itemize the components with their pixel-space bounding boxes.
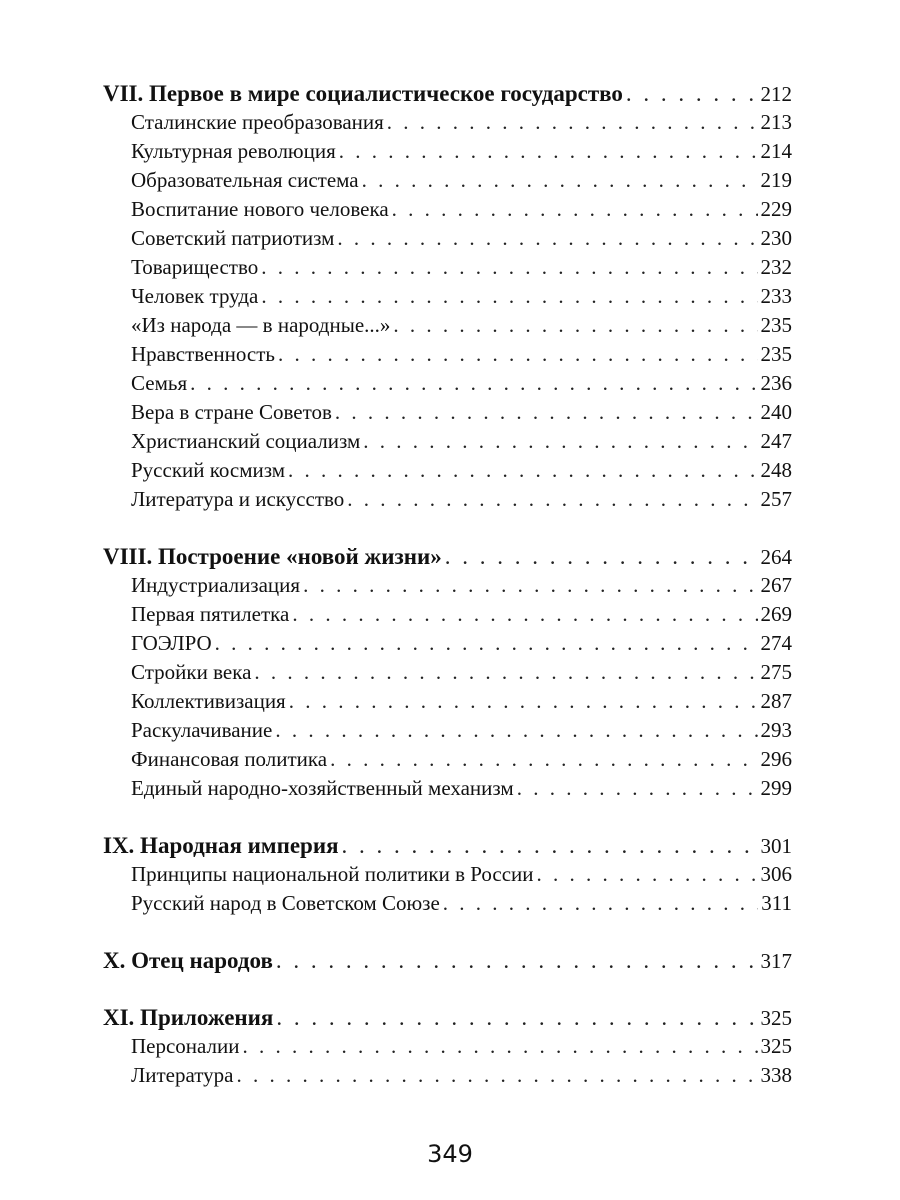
dot-leader <box>261 253 757 282</box>
entry-page: 229 <box>760 197 792 221</box>
entry-title: Раскулачивание <box>131 718 273 742</box>
dot-leader <box>335 398 758 427</box>
dot-leader <box>236 1061 757 1090</box>
dot-leader <box>276 1003 757 1032</box>
toc-entry <box>103 282 792 311</box>
entry-page: 236 <box>760 371 792 395</box>
table-of-contents <box>103 79 792 1118</box>
entry-page: 247 <box>760 429 792 453</box>
entry-page: 267 <box>760 573 792 597</box>
chapter-heading <box>103 79 792 108</box>
entry-page: 287 <box>760 689 792 713</box>
chapter-page: 264 <box>760 545 792 569</box>
toc-entry <box>103 687 792 716</box>
dot-leader <box>292 600 757 629</box>
dot-leader <box>337 224 757 253</box>
entry-title: Воспитание нового человека <box>131 197 389 221</box>
toc-entry <box>103 253 792 282</box>
dot-leader <box>626 79 758 108</box>
entry-page: 233 <box>760 284 792 308</box>
dot-leader <box>215 629 758 658</box>
dot-leader <box>342 831 758 860</box>
toc-entry <box>103 369 792 398</box>
entry-title: Христианский социализм <box>131 429 361 453</box>
toc-entry <box>103 571 792 600</box>
entry-title: Человек труда <box>131 284 259 308</box>
dot-leader <box>303 571 757 600</box>
toc-section-vii <box>103 79 792 514</box>
dot-leader <box>537 860 758 889</box>
entry-title: Сталинские преобразования <box>131 110 384 134</box>
toc-entry <box>103 108 792 137</box>
toc-entry <box>103 340 792 369</box>
entry-page: 232 <box>760 255 792 279</box>
dot-leader <box>387 108 758 137</box>
toc-entry <box>103 195 792 224</box>
chapter-title: XI. Приложения <box>103 1005 274 1030</box>
dot-leader <box>275 716 757 745</box>
entry-title: Стройки века <box>131 660 252 684</box>
entry-page: 269 <box>760 602 792 626</box>
entry-page: 235 <box>760 342 792 366</box>
page-number: 349 <box>427 1140 473 1168</box>
entry-title: Литература <box>131 1063 234 1087</box>
chapter-heading <box>103 946 792 975</box>
entry-title: Единый народно-хозяйственный механизм <box>131 776 514 800</box>
dot-leader <box>339 137 758 166</box>
chapter-title: X. Отец народов <box>103 948 273 973</box>
dot-leader <box>254 658 757 687</box>
toc-section-x <box>103 946 792 975</box>
entry-title: Культурная революция <box>131 139 336 163</box>
entry-title: Принципы национальной политики в России <box>131 862 534 886</box>
toc-entry <box>103 427 792 456</box>
toc-entry <box>103 137 792 166</box>
entry-title: Советский патриотизм <box>131 226 335 250</box>
toc-entry <box>103 629 792 658</box>
toc-entry <box>103 1032 792 1061</box>
entry-title: Коллективизация <box>131 689 286 713</box>
entry-title: Русский народ в Советском Союзе <box>131 891 440 915</box>
toc-entry <box>103 1061 792 1090</box>
entry-page: 257 <box>760 487 792 511</box>
entry-page: 299 <box>760 776 792 800</box>
toc-entry <box>103 745 792 774</box>
toc-entry <box>103 889 792 918</box>
chapter-title: VII. Первое в мире социалистическое государство <box>103 81 623 106</box>
dot-leader <box>276 946 758 975</box>
dot-leader <box>363 427 757 456</box>
chapter-heading <box>103 1003 792 1032</box>
entry-title: Литература и искусство <box>131 487 345 511</box>
chapter-page: 301 <box>760 834 792 858</box>
dot-leader <box>288 456 757 485</box>
chapter-heading <box>103 542 792 571</box>
toc-entry <box>103 456 792 485</box>
dot-leader <box>393 311 757 340</box>
dot-leader <box>445 542 758 571</box>
chapter-heading <box>103 831 792 860</box>
toc-entry <box>103 600 792 629</box>
toc-entry <box>103 311 792 340</box>
toc-entry <box>103 716 792 745</box>
toc-entry <box>103 485 792 514</box>
dot-leader <box>362 166 758 195</box>
dot-leader <box>517 774 758 803</box>
toc-entry <box>103 860 792 889</box>
entry-title: Нравственность <box>131 342 275 366</box>
entry-page: 219 <box>760 168 792 192</box>
chapter-title: IX. Народная империя <box>103 833 339 858</box>
toc-entry <box>103 166 792 195</box>
entry-title: Индустриализация <box>131 573 301 597</box>
entry-title: Первая пятилетка <box>131 602 290 626</box>
dot-leader <box>243 1032 758 1061</box>
entry-page: 235 <box>760 313 792 337</box>
dot-leader <box>347 485 757 514</box>
entry-title: Русский космизм <box>131 458 286 482</box>
dot-leader <box>443 889 759 918</box>
toc-section-viii <box>103 542 792 803</box>
dot-leader <box>330 745 757 774</box>
entry-title: Финансовая политика <box>131 747 328 771</box>
entry-title: Персоналии <box>131 1034 240 1058</box>
chapter-page: 212 <box>760 82 792 106</box>
toc-section-ix <box>103 831 792 918</box>
entry-page: 214 <box>760 139 792 163</box>
toc-entry <box>103 224 792 253</box>
entry-page: 274 <box>760 631 792 655</box>
entry-title: Товарищество <box>131 255 259 279</box>
entry-page: 296 <box>760 747 792 771</box>
dot-leader <box>261 282 757 311</box>
entry-page: 248 <box>760 458 792 482</box>
dot-leader <box>190 369 757 398</box>
entry-title: ГОЭЛРО <box>131 631 212 655</box>
chapter-page: 325 <box>760 1006 792 1030</box>
toc-entry <box>103 398 792 427</box>
toc-entry <box>103 774 792 803</box>
entry-page: 275 <box>760 660 792 684</box>
toc-entry <box>103 658 792 687</box>
entry-title: Вера в стране Советов <box>131 400 332 424</box>
entry-page: 240 <box>760 400 792 424</box>
entry-page: 338 <box>760 1063 792 1087</box>
entry-title: Семья <box>131 371 188 395</box>
dot-leader <box>392 195 758 224</box>
entry-page: 293 <box>760 718 792 742</box>
entry-title: «Из народа — в народные...» <box>131 313 391 337</box>
entry-page: 325 <box>760 1034 792 1058</box>
entry-page: 306 <box>760 862 792 886</box>
chapter-title: VIII. Построение «новой жизни» <box>103 544 442 569</box>
entry-page: 213 <box>760 110 792 134</box>
entry-page: 230 <box>760 226 792 250</box>
entry-title: Образовательная система <box>131 168 359 192</box>
dot-leader <box>278 340 758 369</box>
entry-page: 311 <box>761 891 792 915</box>
chapter-page: 317 <box>760 949 792 973</box>
dot-leader <box>289 687 758 716</box>
toc-section-xi <box>103 1003 792 1090</box>
